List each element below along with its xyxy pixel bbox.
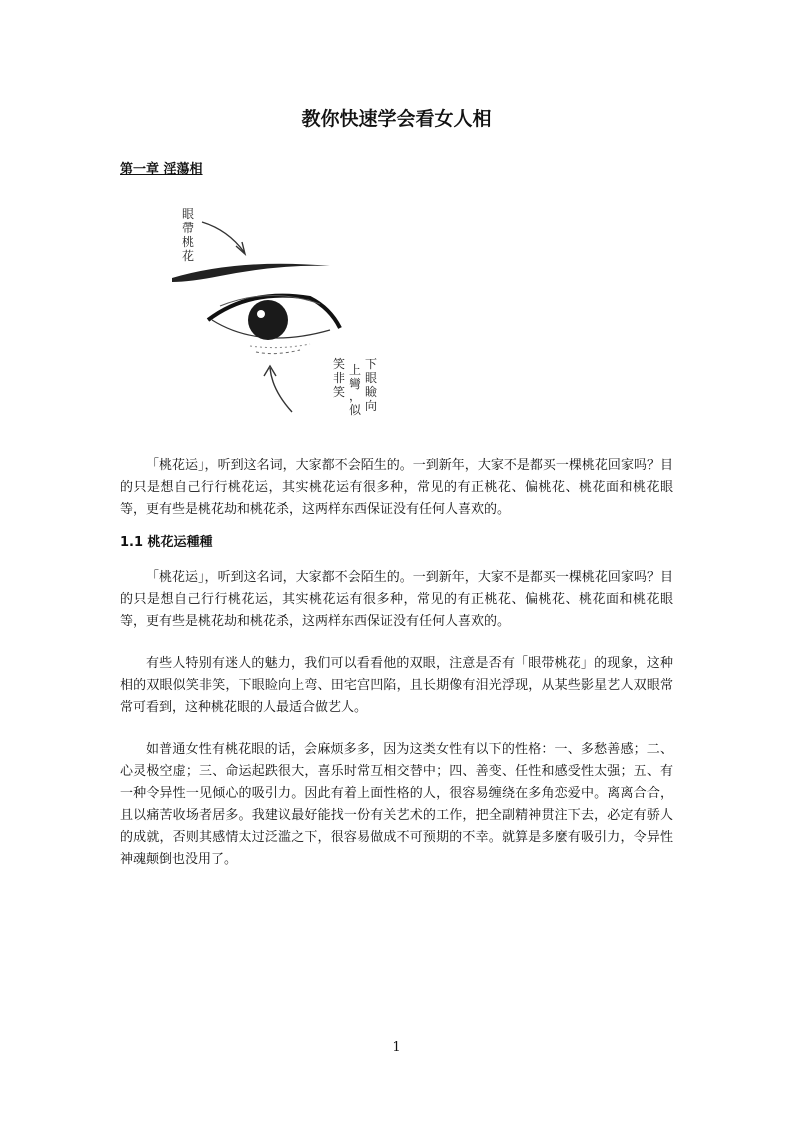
- paragraph: 有些人特别有迷人的魅力，我们可以看看他的双眼，注意是否有「眼带桃花」的现象，这种相的双眼似笑非笑，下眼睑向上弯、田宅宫凹陷，且长期像有泪光浮现，从某些影星艺人双眼常常可看到，这种桃花眼的人最适合做艺人。: [120, 656, 673, 715]
- label-right-char: ，: [349, 389, 362, 403]
- label-right-char: 笑: [333, 357, 346, 371]
- eyebrow: [172, 264, 330, 282]
- paragraph: 「桃花运」，听到这名词，大家都不会陌生的。一到新年，大家不是都买一棵桃花回家吗？目的只是想自己行行桃花运，其实桃花运有很多种，常见的有正桃花、偏桃花、桃花面和桃花眼等，更有些是桃花劫和桃花杀，这两样东西保证没有任何人喜欢的。: [120, 570, 673, 629]
- iris: [248, 300, 288, 340]
- page-title: 教你快速学会看女人相: [301, 108, 492, 130]
- label-top-char: 桃: [182, 235, 195, 249]
- label-top-char: 帶: [182, 221, 195, 235]
- label-right-char: 上: [349, 363, 362, 377]
- label-right-char: 下: [365, 357, 378, 371]
- eye-illustration: [160, 200, 400, 425]
- chapter-heading: 第一章 淫蕩相: [120, 162, 203, 177]
- paragraph: 如普通女性有桃花眼的话，会麻烦多多，因为这类女性有以下的性格：一、多愁善感；二、心灵极空虚；三、命运起跌很大，喜乐时常互相交替中；四、善变、任性和感受性太强；五、有一种令异性一见倾心的吸引力。因此有着上面性格的人，很容易缠绕在多角恋爱中。离离合合，且以痛苦收场者居多。我建议最好能找一份有关艺术的工作，把全副精神贯注下去，必定有骄人的成就，否则其感情太过泛滥之下，很容易做成不可预期的不幸。就算是多麼有吸引力，令异性神魂颠倒也没用了。: [120, 742, 673, 867]
- section-heading: 1.1 桃花运種種: [120, 535, 213, 550]
- label-right-char: 笑: [333, 385, 346, 399]
- paragraph: 「桃花运」，听到这名词，大家都不会陌生的。一到新年，大家不是都买一棵桃花回家吗？目的只是想自己行行桃花运，其实桃花运有很多种，常见的有正桃花、偏桃花、桃花面和桃花眼等，更有些是桃花劫和桃花杀，这两样东西保证没有任何人喜欢的。: [120, 458, 673, 517]
- page-number: 1: [392, 1040, 401, 1055]
- label-right-char: 彎: [349, 377, 362, 391]
- label-right-char: 向: [365, 399, 378, 413]
- label-top-char: 花: [182, 249, 195, 263]
- label-right-char: 似: [349, 403, 362, 417]
- label-right-char: 瞼: [365, 385, 378, 399]
- eye-drawing: [160, 200, 400, 425]
- label-right-char: 眼: [365, 371, 378, 385]
- label-top-char: 眼: [182, 207, 195, 221]
- label-right-char: 非: [333, 371, 346, 385]
- arrow-bottom: [270, 368, 292, 412]
- eye-highlight: [257, 310, 265, 318]
